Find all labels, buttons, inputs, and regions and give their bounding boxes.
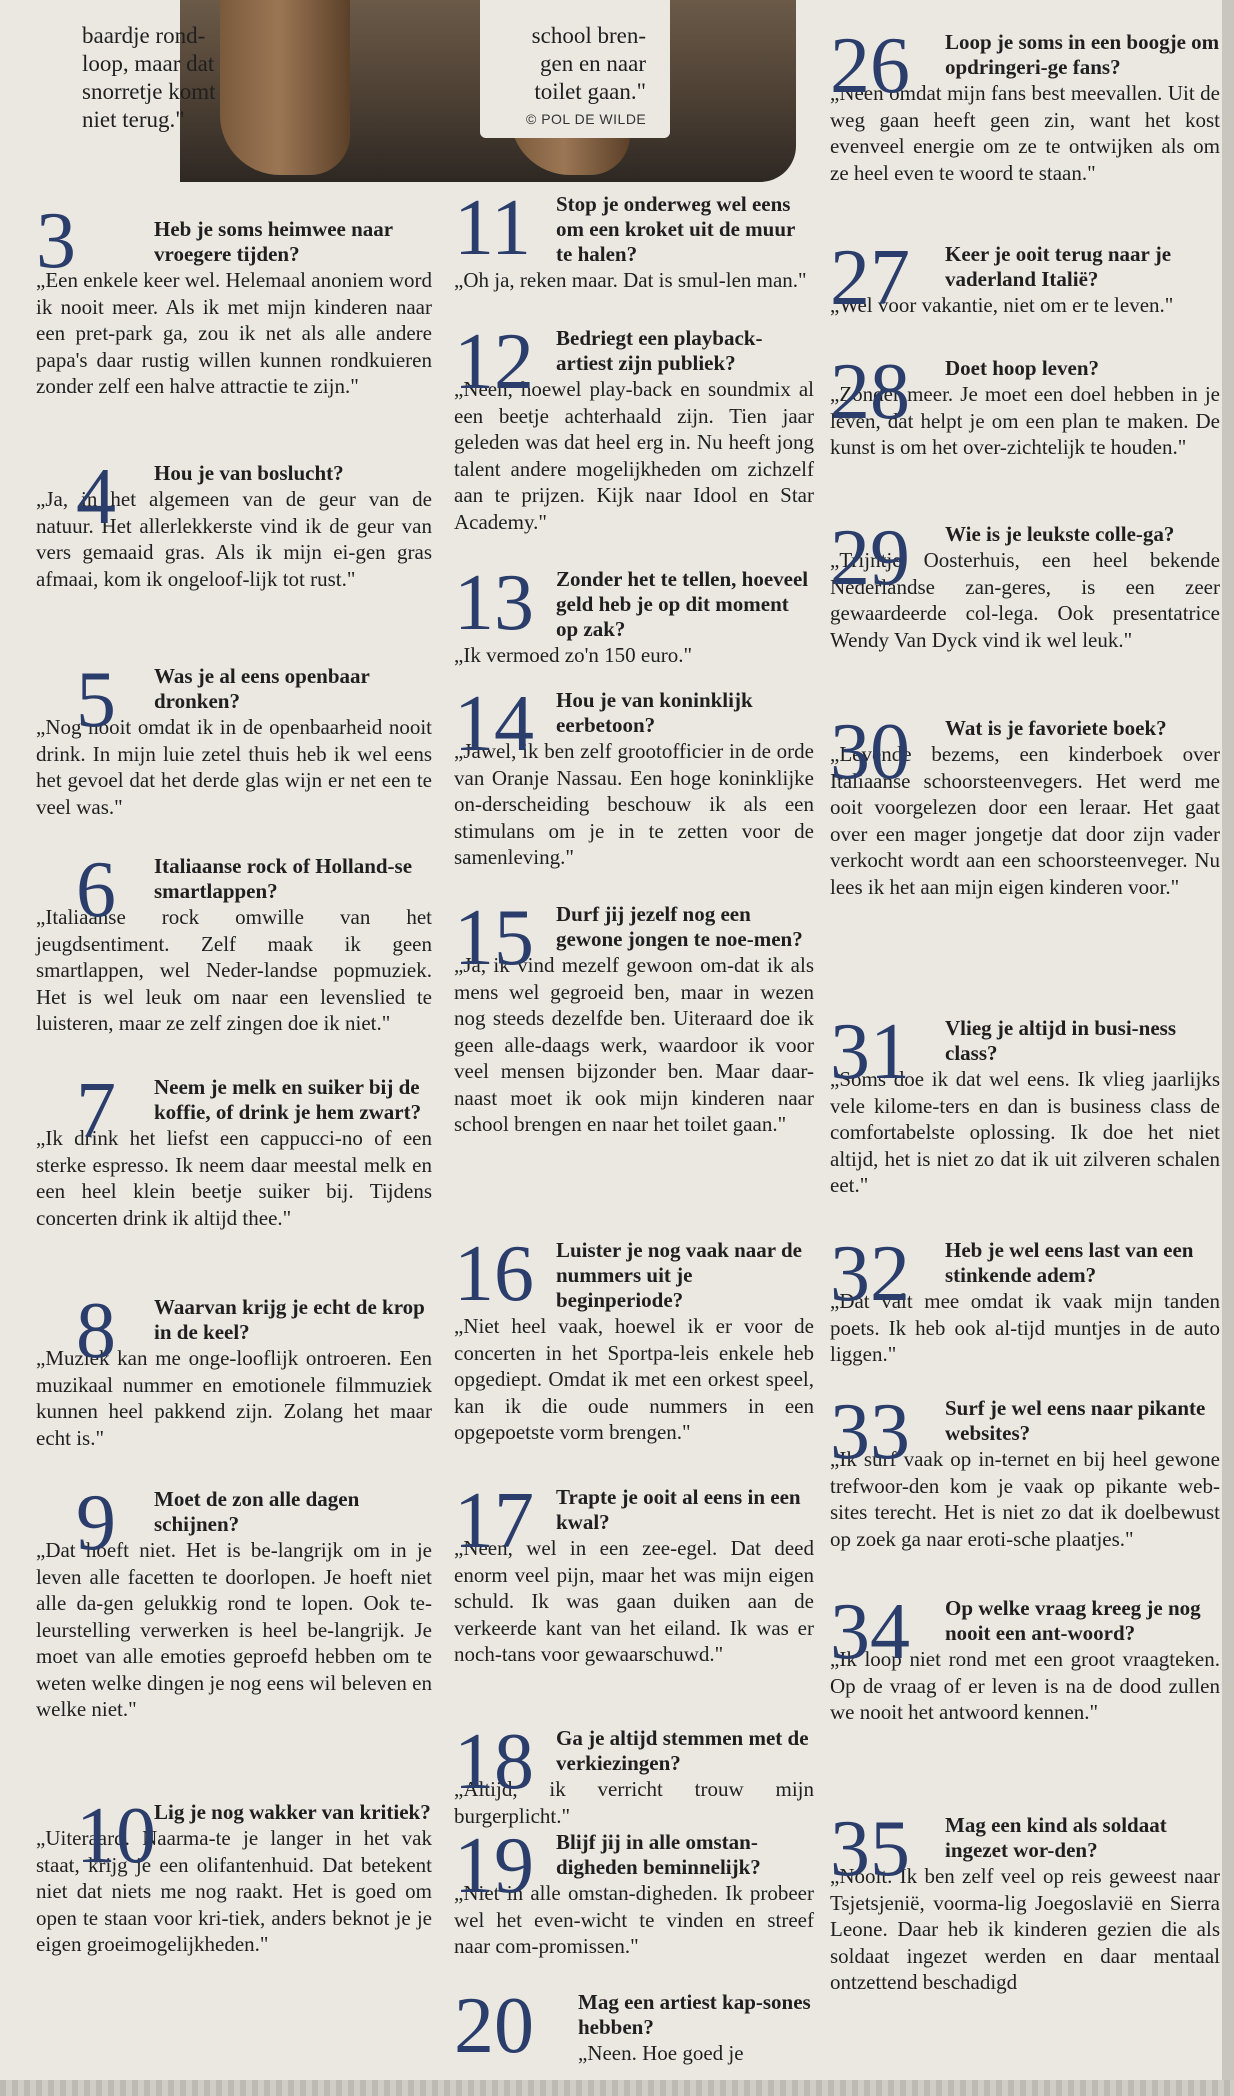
question-number: 13 bbox=[454, 559, 534, 647]
question-title: Op welke vraag kreeg je nog nooit een ant-woord? bbox=[945, 1596, 1201, 1645]
question-number: 9 bbox=[76, 1479, 116, 1567]
answer-text: „Nog nooit omdat ik in de openbaarheid nooit drink. In mijn luie zetel thuis heb ik wel eens het gevoel dat het derde glas wijn er net een te veel was." bbox=[36, 715, 432, 819]
question-title: Doet hoop leven? bbox=[945, 356, 1099, 380]
qa-item bbox=[830, 1230, 1220, 1368]
question-title: Was je al eens openbaar dronken? bbox=[154, 664, 370, 713]
question-number: 31 bbox=[830, 1008, 910, 1096]
answer-text: „Levende bezems, een kinderboek over Italiaanse schoorsteenvegers. Het werd me ooit voorgelezen door een leraar. Het gaat over een mager jongetje dat door zijn vader verkocht wordt aan een schoorsteenveger. Nu lees ik het aan mijn eigen kinderen voor." bbox=[830, 742, 1220, 899]
question-title: Italiaanse rock of Holland-se smartlappen? bbox=[154, 854, 413, 903]
qa-item bbox=[454, 1230, 814, 1446]
question-title: Luister je nog vaak naar de nummers uit je beginperiode? bbox=[556, 1238, 802, 1312]
answer-text: „Muziek kan me onge-looflijk ontroeren. Een muzikaal nummer en emotionele filmmuziek kunnen heel pakkend zijn. Zolang het maar echt is." bbox=[36, 1346, 432, 1450]
answer-text: „Neen. Hoe goed je bbox=[578, 2041, 744, 2065]
answer-text: „Oh ja, reken maar. Dat is smul-len man." bbox=[454, 268, 807, 292]
answer-text: „Ik surf vaak op in-ternet en bij heel gewone trefwoor-den kom je vaak op pikante web-sites terecht. Het is niet zo dat ik doelbewust op zoek ga naar eroti-sche plaatjes." bbox=[830, 1447, 1220, 1551]
page-edge bbox=[1222, 0, 1234, 2080]
qa-item bbox=[830, 22, 1220, 186]
answer-text: „Een enkele keer wel. Helemaal anoniem word ik nooit meer. Als ik met mijn kinderen naar een pret-park ga, zou ik net als alle andere papa's daar rustig willen kunnen rondkuieren zonder zelf een halve attractie te zijn." bbox=[36, 268, 432, 398]
qa-item bbox=[830, 348, 1220, 461]
question-number: 34 bbox=[830, 1588, 910, 1676]
question-title: Surf je wel eens naar pikante websites? bbox=[945, 1396, 1206, 1445]
qa-item bbox=[454, 1822, 814, 1960]
question-number: 16 bbox=[454, 1230, 534, 1318]
question-title: Moet de zon alle dagen schijnen? bbox=[154, 1487, 360, 1536]
question-number: 28 bbox=[830, 348, 910, 436]
answer-text: „Ja, ik vind mezelf gewoon om-dat ik als mens wel gegroeid ben, maar in wezen nog steeds dezelfde ben. Uiteraard doe ik geen alle-daags werk, waardoor ik voor veel mensen bijzonder ben. Maar daar-naast moet ik ook mijn kinderen naar school brengen en naar het toilet gaan." bbox=[454, 953, 814, 1136]
qa-item bbox=[830, 1588, 1220, 1726]
question-title: Keer je ooit terug naar je vaderland Italië? bbox=[945, 242, 1172, 291]
answer-text: „Ik drink het liefst een cappucci-no of een sterke espresso. Ik neem daar meestal melk en een heel klein beetje suiker bij. Tijdens concerten drink ik altijd thee." bbox=[36, 1126, 432, 1230]
qa-item bbox=[830, 708, 1220, 900]
question-number: 27 bbox=[830, 234, 910, 322]
question-number: 18 bbox=[454, 1718, 534, 1806]
qa-item bbox=[454, 1982, 814, 2070]
answer-text: „Italiaanse rock omwille van het jeugdsentiment. Zelf maak ik geen smartlappen, wel Neder-landse popmuziek. Het is wel leuk om naar een levenslied te luisteren, maar ze zelf zingen doe ik niet." bbox=[36, 905, 432, 1035]
question-number: 14 bbox=[454, 680, 534, 768]
answer-text: „Niet heel vaak, hoewel ik er voor de concerten in het Sportpa-leis enkele heb opgediept. Omdat ik met een orkest speel, kan ik die oude nummers in een opgepoetste vorm brengen." bbox=[454, 1314, 814, 1444]
answer-text: „Jawel, ik ben zelf grootofficier in de orde van Oranje Nassau. Een hoge koninklijke on-derscheiding beschouw ik als een stimulans om je in te zetten voor de samenleving." bbox=[454, 739, 814, 869]
question-title: Loop je soms in een boogje om opdringeri-ge fans? bbox=[945, 30, 1220, 79]
question-number: 3 bbox=[36, 197, 76, 285]
qa-item bbox=[454, 1718, 814, 1829]
answer-text: „Nooit. Ik ben zelf veel op reis geweest naar Tsjetsjenië, voorma-lig Joegoslavië en Sierra Leone. Daar heb ik kinderen gezien die als soldaat ingezet werden en daar mentaal ontzettend beschadigd bbox=[830, 1864, 1220, 1994]
question-number: 26 bbox=[830, 22, 910, 110]
question-number: 6 bbox=[76, 846, 116, 934]
question-title: Durf jij jezelf nog een gewone jongen te noe-men? bbox=[556, 902, 803, 951]
qa-item bbox=[454, 559, 814, 669]
qa-item bbox=[36, 1067, 432, 1231]
answer-text: „Niet in alle omstan-digheden. Ik probeer wel het even-wicht te vinden en streef naar com-promissen." bbox=[454, 1881, 814, 1958]
answer-text: „Wel voor vakantie, niet om er te leven." bbox=[830, 293, 1174, 317]
qa-item bbox=[830, 1805, 1220, 1996]
answer-text: „Neen omdat mijn fans best meevallen. Uit de weg gaan heeft geen zin, want het kost evenveel energie om ze te ontwijken als om ze heel even te woord te staan." bbox=[830, 81, 1220, 185]
question-title: Mag een artiest kap-sones hebben? bbox=[578, 1990, 811, 2039]
question-number: 7 bbox=[76, 1067, 116, 1155]
question-number: 5 bbox=[76, 656, 116, 744]
question-number: 29 bbox=[830, 514, 910, 602]
qa-item bbox=[830, 234, 1220, 322]
top-left-quote: baardje rond- loop, maar dat snorretje komt niet terug." bbox=[82, 23, 216, 132]
qa-item bbox=[454, 1477, 814, 1668]
question-title: Heb je soms heimwee naar vroegere tijden? bbox=[154, 217, 393, 266]
question-number: 20 bbox=[454, 1982, 534, 2070]
question-title: Stop je onderweg wel eens om een kroket uit de muur te halen? bbox=[556, 192, 795, 266]
question-number: 11 bbox=[454, 184, 532, 272]
qa-item bbox=[454, 680, 814, 871]
question-title: Vlieg je altijd in busi-ness class? bbox=[945, 1016, 1177, 1065]
qa-item bbox=[454, 894, 814, 1138]
question-number: 10 bbox=[76, 1792, 156, 1880]
question-number: 33 bbox=[830, 1388, 910, 1476]
qa-item bbox=[830, 1388, 1220, 1552]
question-title: Neem je melk en suiker bij de koffie, of drink je hem zwart? bbox=[154, 1075, 422, 1124]
answer-text: „Uiteraard. Naarma-te je langer in het vak staat, krijg je een olifantenhuid. Dat betekent niet dat niets me nog raakt. Het is goed om open te staan voor kri-tiek, anders beknot je je eigen groeimogelijkheden." bbox=[36, 1826, 432, 1956]
question-number: 35 bbox=[830, 1805, 910, 1893]
qa-item bbox=[36, 656, 432, 820]
answer-text: „Ik loop niet rond met een groot vraagteken. Op de vraag of er leven is na de dood zullen we nooit het antwoord kennen." bbox=[830, 1647, 1220, 1724]
qa-item bbox=[36, 846, 432, 1037]
question-title: Ga je altijd stemmen met de verkiezingen? bbox=[556, 1726, 809, 1775]
question-number: 4 bbox=[76, 453, 116, 541]
qa-item bbox=[36, 453, 432, 592]
question-number: 15 bbox=[454, 894, 534, 982]
question-title: Mag een kind als soldaat ingezet wor-den? bbox=[945, 1813, 1167, 1862]
question-title: Bedriegt een playback-artiest zijn publiek? bbox=[556, 326, 763, 375]
question-title: Trapte je ooit al eens in een kwal? bbox=[556, 1485, 801, 1534]
answer-text: „Trijntje Oosterhuis, een heel bekende Nederlandse zan-geres, is een zeer gewaardeerde col-lega. Ook presentatrice Wendy Van Dyck vind ik wel leuk." bbox=[830, 548, 1220, 652]
question-number: 19 bbox=[454, 1822, 534, 1910]
question-title: Heb je wel eens last van een stinkende adem? bbox=[945, 1238, 1194, 1287]
answer-text: „Soms doe ik dat wel eens. Ik vlieg jaarlijks vele kilome-ters en dan is business class de comfortabelste oplossing. Ik doe het niet altijd, het is niet zo dat ik uit zilveren schalen eet." bbox=[830, 1067, 1220, 1197]
question-number: 12 bbox=[454, 318, 534, 406]
question-title: Waarvan krijg je echt de krop in de keel? bbox=[154, 1295, 425, 1344]
qa-item bbox=[36, 1792, 432, 1958]
question-title: Wat is je favoriete boek? bbox=[945, 716, 1167, 740]
question-number: 32 bbox=[830, 1230, 910, 1318]
qa-item bbox=[830, 514, 1220, 653]
bottom-strip bbox=[0, 2080, 1234, 2096]
top-mid-quote: school bren- gen en naar toilet gaan." bbox=[531, 23, 646, 104]
question-number: 30 bbox=[830, 708, 910, 796]
question-title: Zonder het te tellen, hoeveel geld heb je op dit moment op zak? bbox=[556, 567, 809, 641]
answer-text: „Ik vermoed zo'n 150 euro." bbox=[454, 643, 693, 667]
question-title: Blijf jij in alle omstan-digheden beminnelijk? bbox=[556, 1830, 761, 1879]
answer-text: „Neen, wel in een zee-egel. Dat deed enorm veel pijn, maar het was mijn eigen schuld. Ik was gaan duiken aan de verkeerde kant van het eiland. Ik was er noch-tans voor gewaarschuwd." bbox=[454, 1536, 814, 1666]
answer-text: „Dat hoeft niet. Het is be-langrijk om in je leven alle facetten te doorlopen. Je hoeft niet alle da-gen gelukkig rond te lopen. Ook te-leurstelling verwerken is heel be-langrijk. Je moet van alle emoties geproefd hebben om te weten welke dingen je nog eens wil beleven en welke niet." bbox=[36, 1538, 432, 1721]
answer-text: „Altijd, ik verricht trouw mijn burgerplicht." bbox=[454, 1777, 814, 1828]
answer-text: „Ja, in het algemeen van de geur van de natuur. Het allerlekkerste vind ik de geur van vers gemaaid gras. Als ik mijn ei-gen gras afmaai, kom ik ongeloof-lijk tot rust." bbox=[36, 487, 432, 591]
photo-credit: © POL DE WILDE bbox=[526, 111, 647, 127]
qa-item bbox=[454, 184, 814, 294]
question-number: 8 bbox=[76, 1287, 116, 1375]
question-title: Wie is je leukste colle-ga? bbox=[945, 522, 1175, 546]
question-title: Hou je van boslucht? bbox=[154, 461, 344, 485]
question-number: 17 bbox=[454, 1477, 534, 1565]
qa-item bbox=[830, 1008, 1220, 1199]
question-title: Hou je van koninklijk eerbetoon? bbox=[556, 688, 753, 737]
qa-item bbox=[454, 318, 814, 535]
answer-text: „Dat valt mee omdat ik vaak mijn tanden poets. Ik heb ook al-tijd muntjes in de auto liggen." bbox=[830, 1289, 1220, 1366]
answer-text: „Zonder meer. Je moet een doel hebben in je leven, dat helpt je om een plan te maken. De kunst is om het over-zichtelijk te houden." bbox=[830, 382, 1220, 459]
qa-item bbox=[36, 1479, 432, 1723]
boot-left bbox=[220, 0, 350, 175]
qa-item bbox=[36, 197, 432, 400]
answer-text: „Neen, hoewel play-back en soundmix al een beetje achterhaald zijn. Tien jaar geleden was dat heel erg in. Nu heeft jong talent andere mogelijkheden om zichzelf aan te prijzen. Kijk naar Idool en Star Academy." bbox=[454, 377, 814, 534]
qa-item bbox=[36, 1287, 432, 1451]
question-title: Lig je nog wakker van kritiek? bbox=[154, 1800, 431, 1824]
